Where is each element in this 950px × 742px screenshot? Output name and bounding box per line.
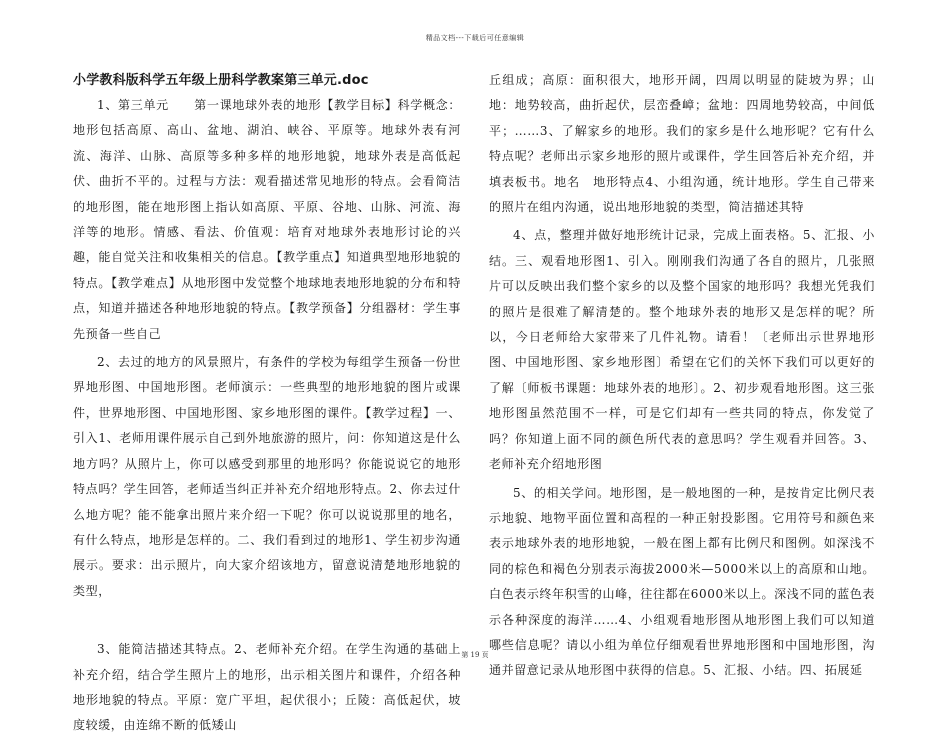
- right-column: [489, 68, 875, 687]
- paragraph-gap: [73, 607, 461, 637]
- page-header: 精品文档---下载后可任意编辑: [425, 34, 525, 42]
- document-title: 小学教科版科学五年级上册科学教案第三单元.doc: [73, 73, 369, 88]
- paragraph: 4、点，整理并做好地形统计记录，完成上面表格。5、汇报、小结。三、观看地形图1、引入。刚刚我们沟通了各自的照片，几张照片可以反映出我们整个家乡的以及整个国家的地形吗？我想光凭我们的照片是很难了解清楚的。整个地球外表的地形又是怎样的呢？所以，今日老师给大家带来了几件礼物。请看！〔老师出示世界地形图、中国地形图、家乡地形图〕希望在它们的关怀下我们可以更好的了解〔师板书课题：地球外表的地形〕。2、初步观看地形图。这三张地形图虽然范围不一样，可是它们却有一些共同的特点，你发觉了吗？你知道上面不同的颜色所代表的意思吗？学生观看并回答。3、老师补充介绍地形图: [489, 228, 875, 472]
- paragraph: 1、第三单元 第一课地球外表的地形【教学目标】科学概念：地形包括高原、高山、盆地、湖泊、峡谷、平原等。地球外表有河流、海洋、山脉、高原等多种多样的地形地貌，地球外表是高低起伏、曲折不平的。过程与方法：观看描述常见地形的特点。会看简洁的地形图，能在地形图上指认如高原、平原、谷地、山脉、河流、海洋等的地形。情感、看法、价值观：培育对地球外表地形讨论的兴趣，能自觉关注和收集相关的信息。【教学重点】知道典型地形地貌的特点。【教学难点】从地形图中发觉整个地球地表地形地貌的分布和特点，知道并描述各种地形地貌的特点。【教学预备】分组器材：学生事先预备一些自己: [73, 98, 461, 341]
- left-column: [73, 68, 461, 742]
- paragraph: 3、能简洁描述其特点。2、老师补充介绍。在学生沟通的基础上补充介绍，结合学生照片上的地形，出示相关图片和课件，介绍各种地形地貌的特点。平原：宽广平坦，起伏很小；丘陵：高低起伏，坡度较缓，由连绵不断的低矮山: [73, 642, 461, 733]
- paragraph: 丘组成；高原：面积很大，地形开阔，四周以明显的陡坡为界；山地：地势较高，曲折起伏，层峦叠嶂；盆地：四周地势较高，中间低平；……3、了解家乡的地形。我们的家乡是什么地形呢？它有什么特点呢？老师出示家乡地形的照片或课件，学生回答后补充介绍，并填表板书。地名 地形特点4、小组沟通，统计地形。学生自己带来的照片在组内沟通，说出地形地貌的类型，简洁描述其特: [489, 73, 875, 215]
- page-number: 第 19 页: [461, 651, 489, 659]
- paragraph: 5、的相关学问。地形图，是一般地图的一种，是按肯定比例尺表示地貌、地物平面位置和高程的一种正射投影图。它用符号和颜色来表示地球外表的地形地貌，一般在图上都有比例尺和图例。如深浅不同的棕色和褐色分别表示海拔2000米—5000米以上的高原和山地。白色表示终年积雪的山峰，往往都在6000米以上。深浅不同的蓝色表示各种深度的海洋……4、小组观看地形图从地形图上我们可以知道哪些信息呢？请以小组为单位仔细观看世界地形图和中国地形图，沟通并留意记录从地形图中获得的信息。5、汇报、小结。四、拓展延: [489, 485, 875, 678]
- paragraph: 2、去过的地方的风景照片，有条件的学校为每组学生预备一份世界地形图、中国地形图。老师演示：一些典型的地形地貌的图片或课件，世界地形图、中国地形图、家乡地形图的课件。【教学过程】一、引入1、老师用课件展示自己到外地旅游的照片，问：你知道这是什么地方吗？从照片上，你可以感受到那里的地形吗？你能说说它的地形特点吗？学生回答，老师适当纠正并补充介绍地形特点。2、你去过什么地方呢？能不能拿出照片来介绍一下呢？你可以说说那里的地名，有什么特点，地形是怎样的。二、我们看到过的地形1、学生初步沟通展示。要求：出示照片，向大家介绍该地方，留意说清楚地形地貌的类型，: [73, 355, 461, 598]
